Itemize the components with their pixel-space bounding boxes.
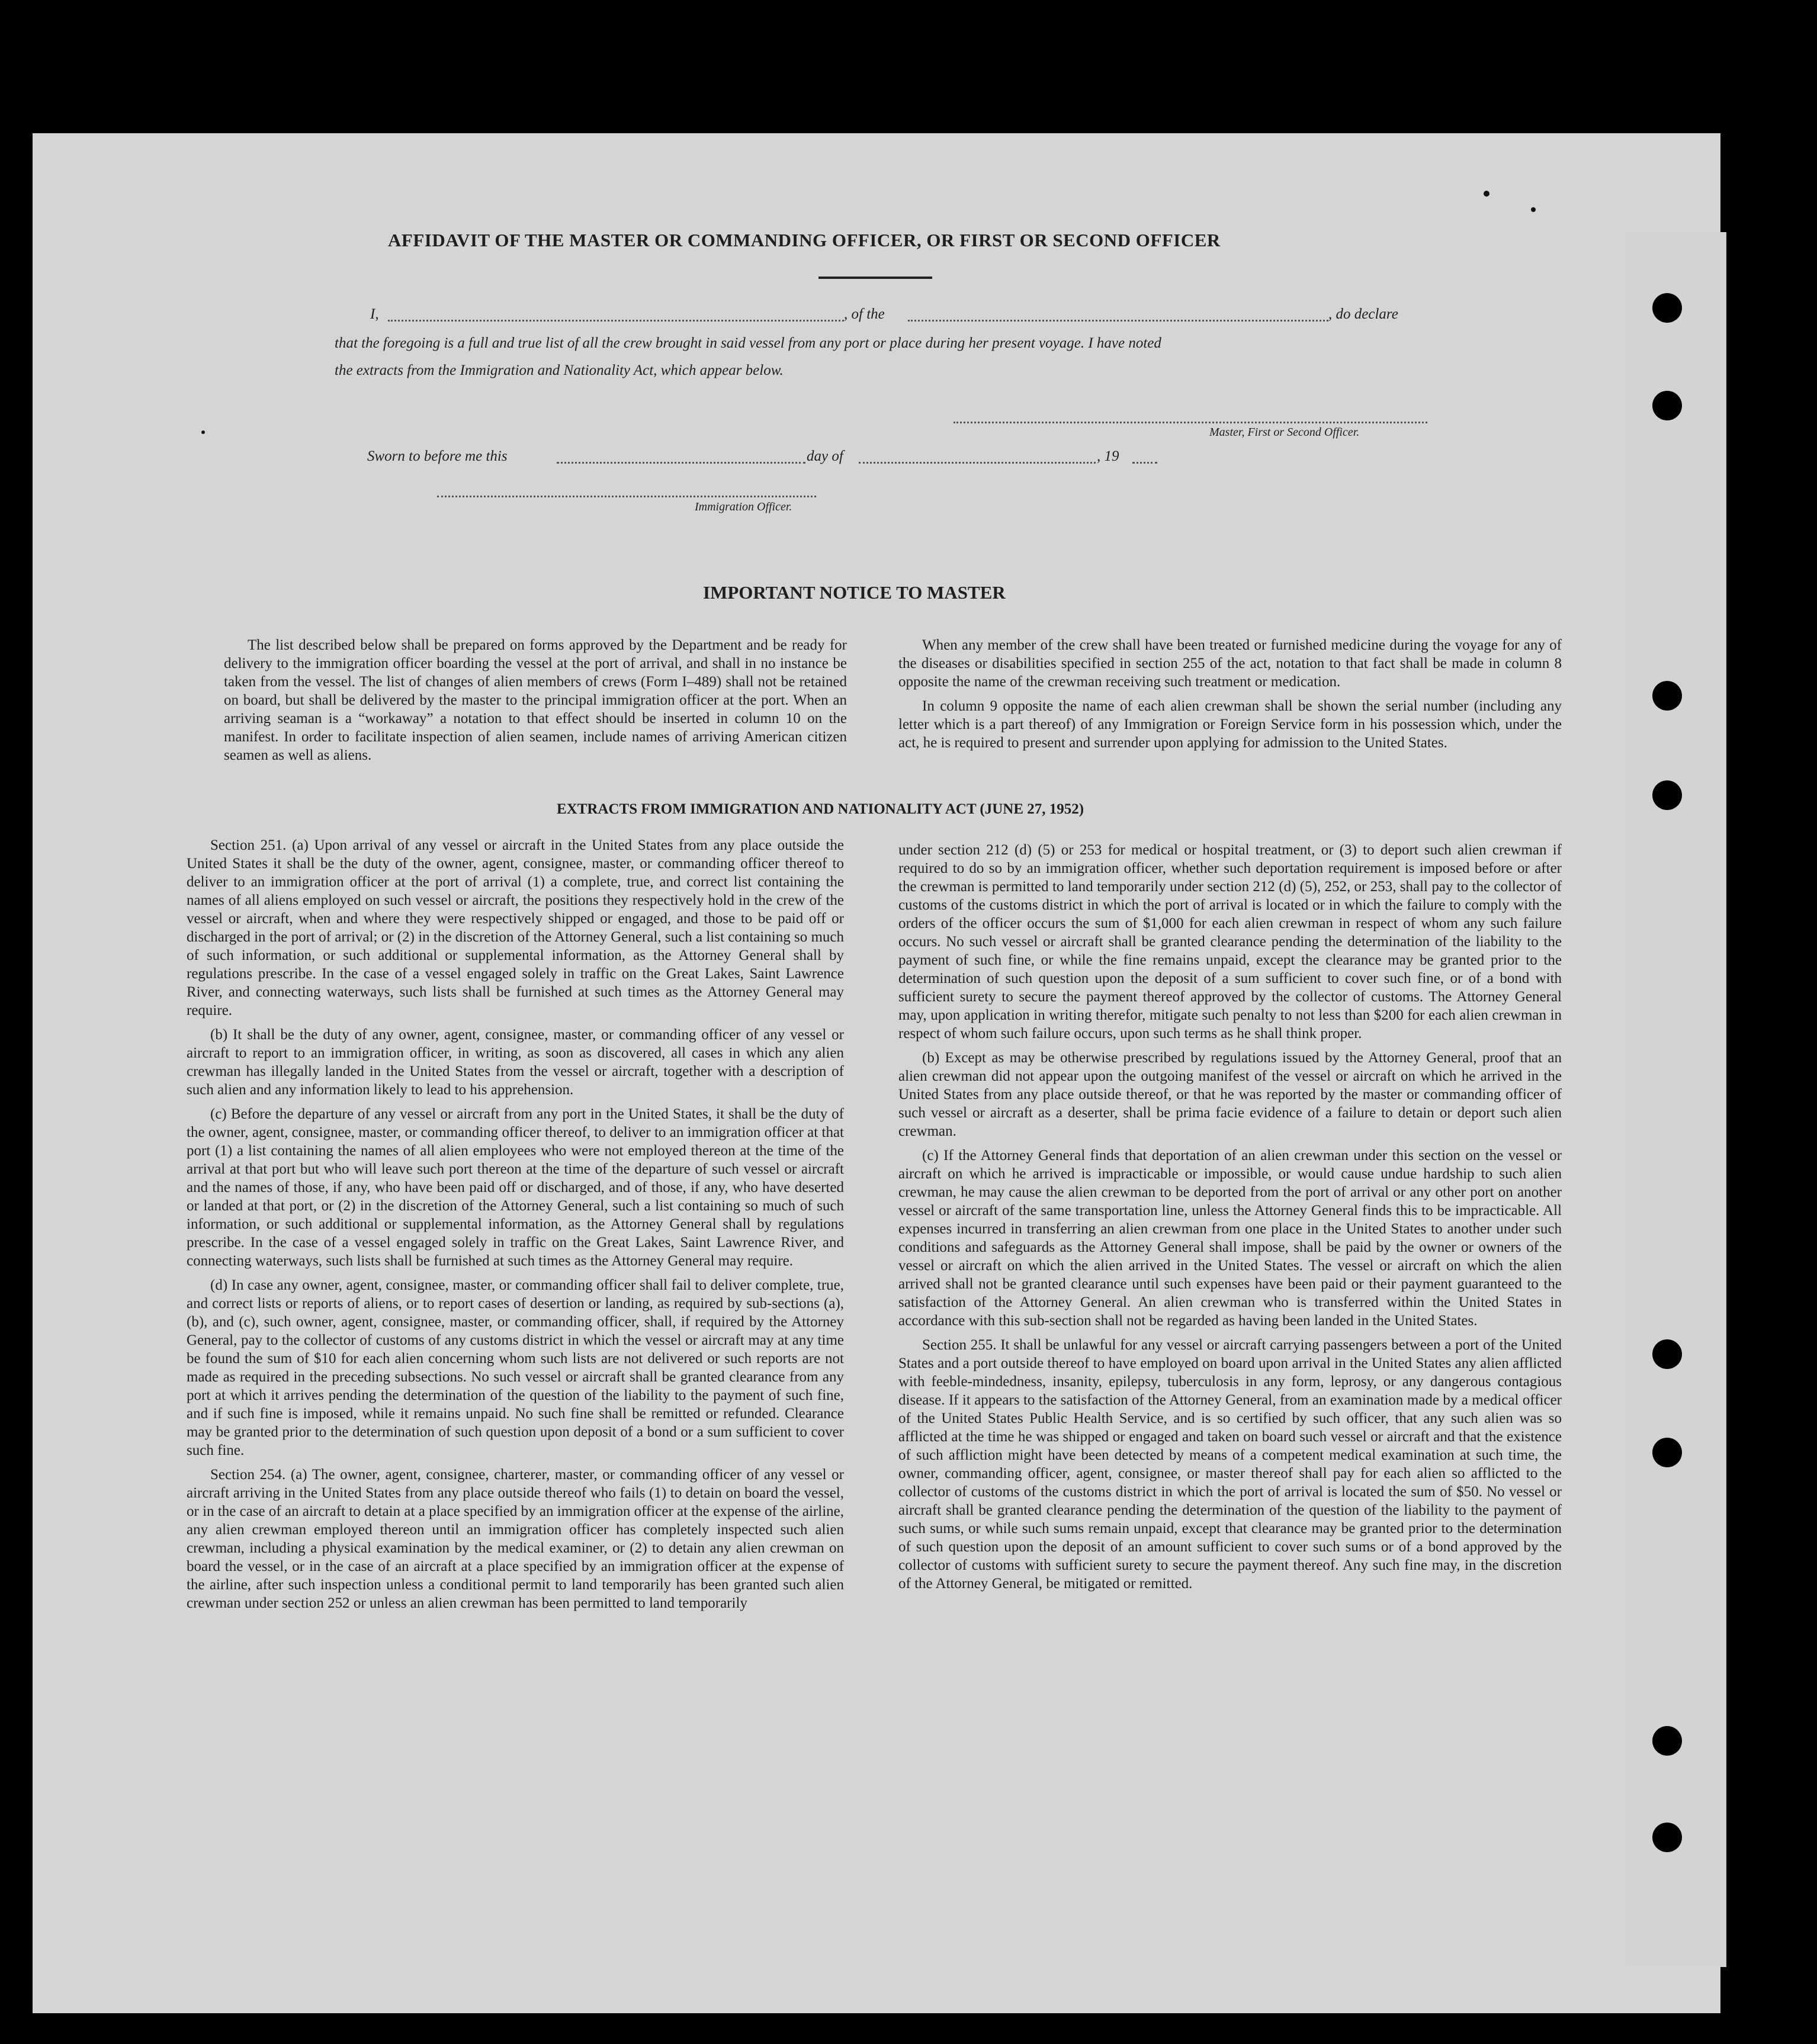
- title-rule: [818, 277, 932, 279]
- binder-hole: [1652, 681, 1682, 711]
- binder-hole: [1652, 293, 1682, 323]
- immigration-officer-signature-field[interactable]: [437, 496, 816, 497]
- sworn-label: Sworn to before me this: [367, 448, 508, 464]
- notice-title: IMPORTANT NOTICE TO MASTER: [703, 582, 1006, 603]
- extracts-title: EXTRACTS FROM IMMIGRATION AND NATIONALITY ACT (JUNE 27, 1952): [557, 801, 1084, 817]
- section-251-d: (d) In case any owner, agent, consignee, master, or commanding officer shall fail to deliver complete, true, and correct lists or reports of aliens, or to report cases of desertion or landing, as required by sub-sections (a), (b), and (c), such owner, agent, consignee, master, or commanding officer, shall, if required by the Attorney General, pay to the collector of customs of any customs district in which the vessel or aircraft may at any time be found the sum of $10 for each alien concerning whom such lists are not delivered or such reports are not made as required in the preceding subsections. No such vessel or aircraft shall be granted clearance from any port at which it arrives pending the determination of the question of the liability to the payment of such fine, and if such fine is imposed, while it remains unpaid. No such fine shall be remitted or refunded. Clearance may be granted prior to the determination of such question upon deposit of a bond or a sum sufficient to cover such fine.: [187, 1277, 844, 1458]
- binder-hole: [1652, 391, 1682, 420]
- section-251-b: (b) It shall be the duty of any owner, agent, consignee, master, or commanding officer of any vessel or aircraft to report to an immigration officer, in writing, as soon as discovered, all cases in which any alien crewman has illegally landed in the United States from the vessel or aircraft, together with a description of such alien and any information likely to lead to his apprehension.: [187, 1027, 844, 1098]
- binder-hole: [1652, 1726, 1682, 1756]
- affidavit-line-2: that the foregoing is a full and true list of all the crew brought in said vessel from any port or place during her present voyage. I have noted: [335, 335, 1161, 351]
- sworn-day-of-label: day of: [807, 448, 843, 464]
- section-251-a: Section 251. (a) Upon arrival of any vessel or aircraft in the United States from any place outside the United States it shall be the duty of the owner, agent, consignee, master, or commanding officer thereof to deliver to an immigration officer at the port of arrival (1) a complete, true, and correct list containing the names of all aliens employed on such vessel or aircraft, the positions they respectively hold in the crew of the vessel or aircraft, when and where they were respectively shipped or engaged, and those to be paid off or discharged in the port of arrival; or (2) in the discretion of the Attorney General, such a list containing so much of such information, or such additional or supplemental information, as the Attorney General shall by regulations prescribe. In the case of a vessel engaged solely in traffic on the Great Lakes, Saint Lawrence River, and connecting waterways, such lists shall be furnished at such times as the Attorney General may require.: [187, 837, 844, 1018]
- section-254-a: Section 254. (a) The owner, agent, consignee, charterer, master, or commanding officer of any vessel or aircraft arriving in the United States from any place outside thereof who fails (1) to detain on board the vessel, or in the case of an aircraft to detain at a place specified by an immigration officer at the expense of the airline, any alien crewman employed thereon until an immigration officer has completely inspected such alien crewman, including a physical examination by the medical examiner, or (2) to detain any alien crewman on board the vessel, or in the case of an aircraft at a place specified by an immigration officer at the expense of the airline, after such inspection unless a conditional permit to land temporarily has been granted such alien crewman under section 252 or unless an alien crewman has been permitted to land temporarily: [187, 1467, 844, 1611]
- vessel-field[interactable]: [908, 320, 1328, 322]
- notice-right-column: [898, 636, 1562, 758]
- section-254-b: (b) Except as may be otherwise prescribed by regulations issued by the Attorney General, proof that an alien crewman did not appear upon the outgoing manifest of the vessel or aircraft on which he arrived in the United States from any place outside thereof, or that he was reported by the master or commanding officer of such vessel or aircraft as a deserter, shall be prima facie evidence of a failure to detain or deport such alien crewman.: [898, 1050, 1562, 1139]
- notice-left-column: [224, 636, 847, 770]
- section-254-c: (c) If the Attorney General finds that deportation of an alien crewman under this section on the vessel or aircraft on which he arrived is impracticable or impossible, or would cause undue hardship to such alien crewman, he may cause the alien crewman to be deported from the port of arrival or any other port on another vessel or aircraft of the same transportation line, unless the Attorney General finds this to be impracticable. All expenses incurred in transferring an alien crewman from one place in the United States to another under such conditions and safeguards as the Attorney General shall impose, shall be paid by the owner or owners of the vessel or aircraft on which the alien arrived in the United States. The vessel or aircraft on which the alien arrived shall not be granted clearance until such expenses have been paid or their payment guaranteed to the satisfaction of the Attorney General. An alien crewman who is transferred within the United States in accordance with this sub-section shall not be regarded as having been landed in the United States.: [898, 1148, 1562, 1329]
- notice-left-paragraph: The list described below shall be prepared on forms approved by the Department and be ready for delivery to the immigration officer boarding the vessel at the port of arrival, and shall in no instance be taken from the vessel. The list of changes of alien members of crews (Form I–489) shall not be retained on board, but shall be delivered by the master to the principal immigration officer at the port. When an arriving seaman is a “workaway” a notation to that effect should be inserted in column 10 on the manifest. In order to facilitate inspection of alien seamen, include names of arriving American citizen seamen as well as aliens.: [224, 637, 847, 763]
- affidavit-of-the-label: , of the: [844, 306, 885, 322]
- binder-hole: [1652, 1823, 1682, 1852]
- sworn-year-label: , 19: [1097, 448, 1119, 464]
- sworn-month-field[interactable]: [859, 462, 1096, 464]
- section-255: Section 255. It shall be unlawful for any vessel or aircraft carrying passengers between a port of the United States and a port outside thereof to have employed on board upon arrival in the United States any alien afflicted with feeble-mindedness, insanity, epilepsy, tuberculosis in any form, leprosy, or any dangerous contagious disease. If it appears to the satisfaction of the Attorney General, from an examination made by a medical officer of the United States Public Health Service, and is so certified by such officer, that any such alien was so afflicted at the time he was shipped or engaged and taken on board such vessel or aircraft and that the existence of such affliction might have been detected by means of a competent medical examination at such time, the owner, commanding officer, agent, consignee, or master thereof shall pay for each alien so afflicted to the collector of customs of the customs district in which the port of arrival is located the sum of $50. No vessel or aircraft shall be granted clearance pending the determination of the question of the liability to the payment of such sums, or while such sums remain unpaid, except that clearance may be granted prior to the determination of such question upon the deposit of an amount sufficient to cover such sums or of a bond approved by the collector of customs with sufficient surety to secure the payment thereof. Any such fine may, in the discretion of the Attorney General, be mitigated or remitted.: [898, 1337, 1562, 1592]
- sworn-date-field[interactable]: [557, 462, 805, 464]
- speck: [201, 430, 205, 434]
- binder-hole: [1652, 1438, 1682, 1467]
- immigration-officer-label: Immigration Officer.: [695, 500, 792, 513]
- page-tab-edge: [1626, 232, 1726, 1967]
- extracts-left-column: [187, 836, 844, 1618]
- speck: [1531, 207, 1536, 212]
- notice-right-paragraph-1: When any member of the crew shall have been treated or furnished medicine during the voyage for any of the diseases or disabilities specified in section 255 of the act, notation to that fact shall be made in column 8 opposite the name of the crewman receiving such treatment or medication.: [898, 637, 1562, 690]
- section-254-a-continued: under section 212 (d) (5) or 253 for medical or hospital treatment, or (3) to deport such alien crewman if required to do so by an immigration officer, whether such deportation requirement is imposed before or after the crewman is permitted to land temporarily under section 212 (d) (5), 252, or 253, shall pay to the collector of customs of the customs district in which the port of arrival is located or in which the failure to comply with the orders of the officer occurs the sum of $1,000 for each alien crewman in respect of whom any such failure occurs. No such vessel or aircraft shall be granted clearance pending the determination of the liability to the payment of such fine, or while the fine remains unpaid, except the clearance may be granted prior to the determination of such question upon the deposit of a sum sufficient to cover such fine, or of a bond with sufficient surety to secure the payment thereof approved by the collector of customs. The Attorney General may, upon application in writing therefor, mitigate such penalty to not less than $200 for each alien crewman in respect of whom such failure occurs, upon such terms as he shall think proper.: [898, 842, 1562, 1042]
- name-field[interactable]: [388, 320, 844, 322]
- binder-hole: [1652, 780, 1682, 810]
- sworn-year-field[interactable]: [1132, 462, 1157, 464]
- affidavit-title: AFFIDAVIT OF THE MASTER OR COMMANDING OFFICER, OR FIRST OR SECOND OFFICER: [388, 230, 1221, 250]
- master-signature-field[interactable]: [954, 422, 1427, 423]
- affidavit-line-3: the extracts from the Immigration and Nationality Act, which appear below.: [335, 362, 784, 378]
- speck: [1484, 191, 1489, 197]
- binder-hole: [1652, 1339, 1682, 1369]
- extracts-right-column: [898, 841, 1562, 1599]
- affidavit-do-declare-label: , do declare: [1328, 306, 1398, 322]
- section-251-c: (c) Before the departure of any vessel or aircraft from any port in the United States, it shall be the duty of the owner, agent, consignee, master, or commanding officer thereof, to deliver to an immigration officer at that port (1) a list containing the names of all alien employees who were not employed thereon at the time of the arrival at that port but who will leave such port thereon at the time of the departure of such vessel or aircraft and the names of those, if any, who have been paid off or discharged, and of those, if any, who have deserted or landed at that port, or (2) in the discretion of the Attorney General, such a list containing so much of such information, or such additional or supplemental information, as the Attorney General shall by regulations prescribe. In the case of a vessel engaged solely in traffic on the Great Lakes, Saint Lawrence River, and connecting waterways, such lists shall be furnished at such times as the Attorney General may require.: [187, 1106, 844, 1269]
- notice-right-paragraph-2: In column 9 opposite the name of each alien crewman shall be shown the serial number (including any letter which is a part thereof) of any Immigration or Foreign Service form in his possession which, under the act, he is required to present and surrender upon applying for admission to the United States.: [898, 698, 1562, 751]
- master-signature-label: Master, First or Second Officer.: [1209, 426, 1360, 439]
- affidavit-i-label: I,: [370, 306, 379, 322]
